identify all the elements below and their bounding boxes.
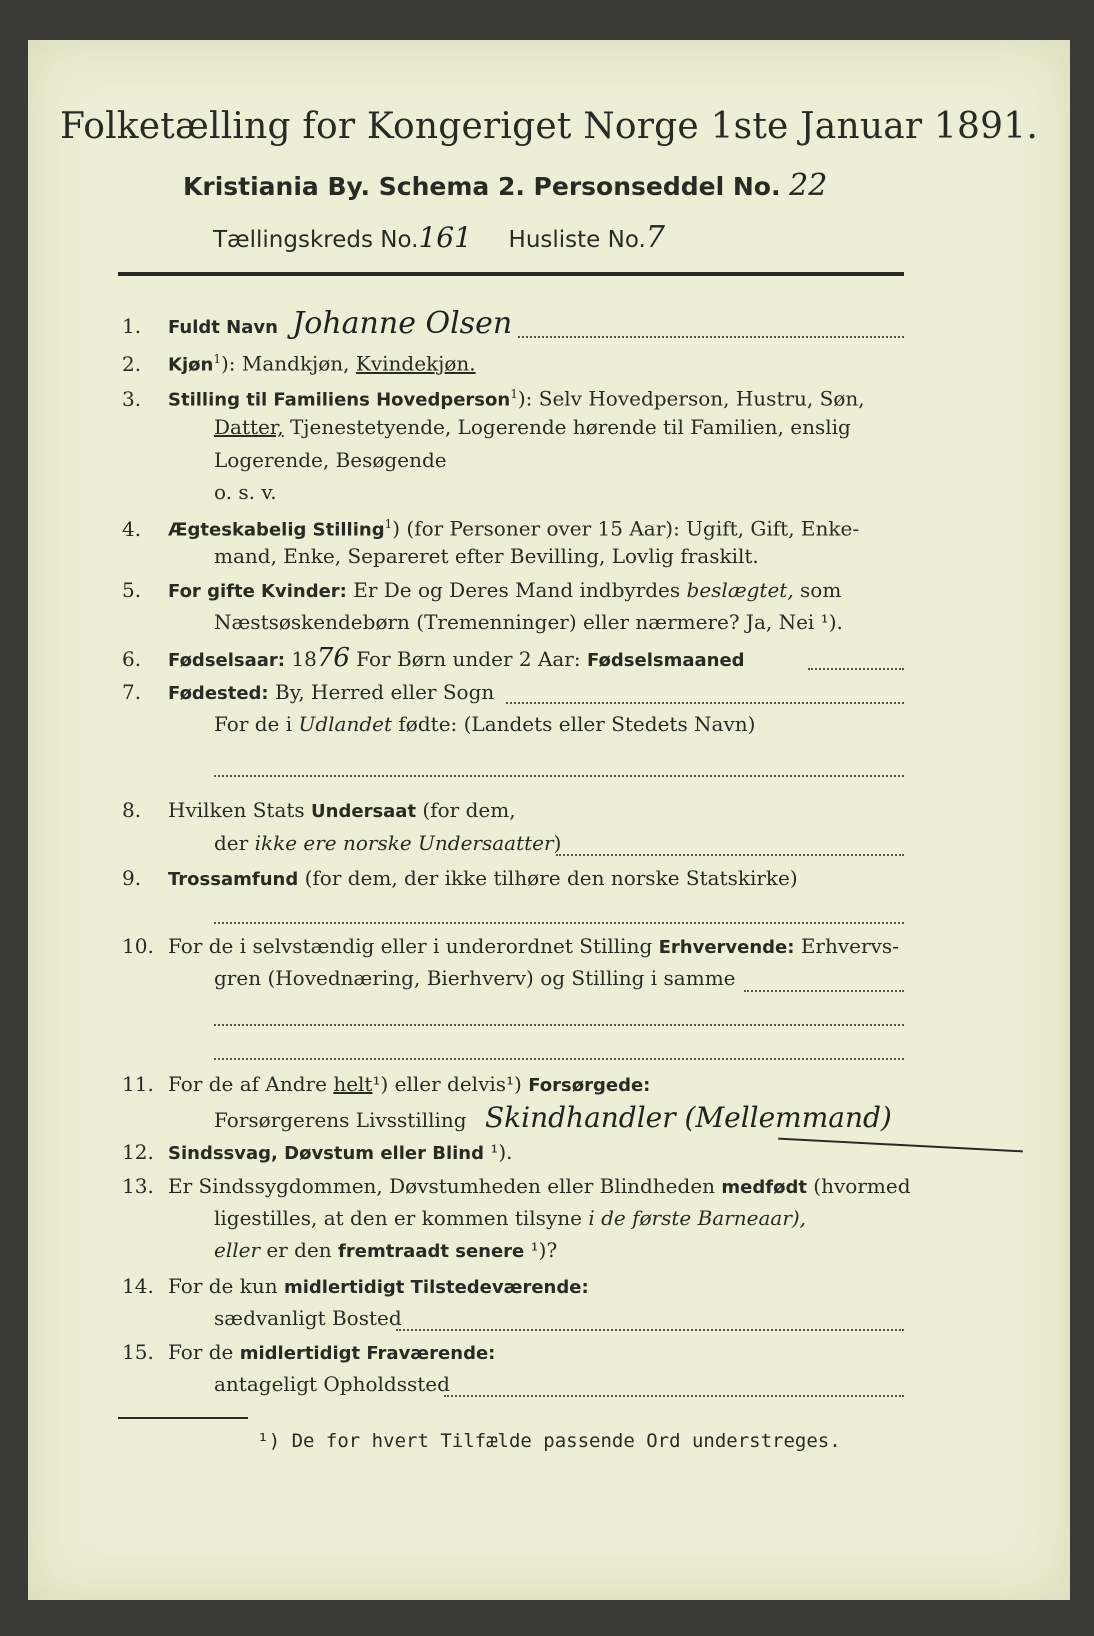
q4-footnote-mark: 1: [384, 517, 393, 531]
q8-line-1a: Hvilken Stats: [168, 798, 312, 822]
q8-line-2b: ): [553, 831, 562, 855]
q6-year-value: 76: [316, 643, 350, 673]
q14-line-1a: For de kun: [168, 1274, 284, 1298]
q8-number: 8.: [122, 798, 142, 822]
q12-text: ¹).: [483, 1140, 513, 1164]
q3-number: 3.: [122, 386, 142, 411]
q7-line-2-italic: Udlandet: [298, 712, 393, 736]
q15-label: midlertidigt Fraværende:: [239, 1343, 496, 1364]
q2-options: ): Mandkjøn,: [220, 351, 356, 376]
q13-label: medfødt: [721, 1177, 807, 1198]
q3-line-3: Logerende, Besøgende: [214, 448, 447, 472]
q14-label: midlertidigt Tilstedeværende:: [283, 1277, 589, 1298]
q13-line-2: [122, 1204, 1004, 1232]
q8-line-2a: der: [214, 831, 255, 855]
footnote-rule: [118, 1417, 248, 1419]
q10-line-1a: For de i selvstændig eller i underordnet Stilling: [168, 934, 659, 958]
q1-fill-line: [518, 336, 904, 338]
q8-label: Undersaat: [311, 801, 417, 822]
question-13: [122, 1172, 912, 1202]
q5-line-1-italic: beslægtet,: [686, 578, 794, 602]
q13-line-2a: ligestilles, at den er kommen tilsyne: [214, 1206, 589, 1230]
kreds-label: Tællingskreds No.: [213, 227, 419, 253]
q10-fill-line-2: [214, 1024, 904, 1026]
question-8: [122, 796, 912, 826]
q13-line-3-italic: eller: [214, 1238, 261, 1262]
footnote: ¹) De for hvert Tilfælde passende Ord understreges.: [257, 1430, 841, 1452]
q15-line-1a: For de: [168, 1340, 240, 1364]
question-10: [122, 932, 912, 962]
form-title: Folketælling for Kongeriget Norge 1ste Januar 1891.: [59, 106, 1039, 147]
q1-label: Fuldt Navn: [168, 317, 278, 338]
q8-line-1b: (for dem,: [416, 798, 516, 822]
q8-fill-line: [556, 854, 904, 856]
q7-line-2: [122, 710, 1004, 738]
question-5: [122, 576, 912, 606]
q6-number: 6.: [122, 647, 142, 671]
question-9: [122, 864, 912, 894]
q3-line-1: ): Selv Hovedperson, Hustru, Søn,: [517, 386, 865, 411]
q11-number: 11.: [122, 1072, 154, 1096]
q13-line-3: [122, 1236, 1004, 1266]
question-11: [122, 1070, 912, 1100]
husliste-no: 7: [645, 220, 665, 255]
form-subtitle: [183, 168, 827, 203]
q5-line-1a: Er De og Deres Mand indbyrdes: [346, 578, 687, 602]
q5-line-1b: som: [793, 578, 842, 602]
q10-number: 10.: [122, 934, 154, 958]
q7-number: 7.: [122, 680, 142, 704]
q11-livsstilling-value: Skindhandler (Mellemmand): [484, 1101, 892, 1134]
schema-label: Kristiania By. Schema 2. Personseddel No.: [183, 172, 781, 201]
q13-line-2-italic: i de første Barneaar),: [588, 1206, 807, 1230]
kreds-no: 161: [418, 221, 472, 254]
q4-number: 4.: [122, 516, 142, 541]
q14-line-2: sædvanligt Bosted: [214, 1306, 402, 1330]
q14-number: 14.: [122, 1274, 154, 1298]
header-rule: [118, 272, 904, 276]
q14-fill-line: [396, 1329, 904, 1331]
q12-label: Sindssvag, Døvstum eller Blind: [168, 1143, 484, 1164]
q7-label: Fødested:: [168, 683, 269, 704]
q6-label-2: Fødselsmaaned: [586, 650, 745, 671]
q11-selected-option: helt: [333, 1072, 373, 1096]
q3-line-2-text: Tjenestetyende, Logerende hørende til Familien, enslig: [283, 415, 851, 439]
husliste-label: Husliste No.: [508, 227, 646, 253]
q7-line-1: By, Herred eller Sogn: [268, 680, 495, 704]
q4-label: Ægteskabelig Stilling: [168, 519, 385, 541]
q15-line-2: antageligt Opholdssted: [214, 1372, 450, 1396]
q5-label: For gifte Kvinder:: [168, 581, 347, 602]
q10-fill-line-3: [214, 1058, 904, 1060]
census-form: [28, 40, 1070, 1600]
q3-label: Stilling til Familiens Hovedperson: [168, 389, 511, 411]
question-4: [122, 510, 912, 545]
q13-line-1b: (hvormed: [806, 1174, 911, 1198]
q7-line-2a: For de i: [214, 712, 299, 736]
q3-footnote-mark: 1: [510, 387, 518, 401]
q6-fill-line: [808, 668, 904, 670]
q4-line-2: mand, Enke, Separeret efter Bevilling, Lovlig fraskilt.: [214, 544, 759, 568]
q2-label: Kjøn: [168, 354, 214, 376]
question-12: [122, 1138, 912, 1168]
q9-fill-line: [214, 922, 904, 924]
personseddel-no: 22: [789, 168, 828, 203]
q10-label: Erhvervende:: [658, 937, 795, 958]
q4-line-1: ) (for Personer over 15 Aar): Ugift, Gift, Enke-: [392, 516, 860, 541]
q2-footnote-mark: 1: [213, 352, 221, 366]
q6-label: Fødselsaar:: [168, 650, 285, 671]
q6-century: 18: [285, 647, 317, 671]
q12-number: 12.: [122, 1140, 154, 1164]
q7-fill-line-2: [214, 775, 904, 777]
question-3: [122, 380, 912, 415]
q9-label: Trossamfund: [168, 869, 299, 890]
q10-fill-line: [744, 990, 904, 992]
q13-label-2: fremtraadt senere: [338, 1241, 525, 1262]
q1-name-value: Johanne Olsen: [292, 306, 513, 341]
q11-line-1b: ¹) eller delvis¹): [372, 1072, 529, 1096]
q9-line-1: (for dem, der ikke tilhøre den norske Statskirke): [298, 866, 798, 890]
q1-number: 1.: [122, 314, 142, 338]
q6-text: For Børn under 2 Aar:: [349, 647, 587, 671]
q3-line-2: [122, 413, 1004, 441]
q8-line-2: [122, 829, 1004, 857]
q2-selected-option: Kvindekjøn.: [355, 351, 476, 376]
q5-number: 5.: [122, 578, 142, 602]
q11-line-2: [122, 1101, 1004, 1134]
q13-line-1a: Er Sindssygdommen, Døvstumheden eller Blindheden: [168, 1174, 722, 1198]
q7-fill-line: [506, 702, 904, 704]
q3-line-4: o. s. v.: [214, 480, 277, 504]
q15-fill-line: [444, 1395, 904, 1397]
q10-line-1b: Erhvervs-: [794, 934, 899, 958]
question-14: [122, 1272, 912, 1302]
q13-number: 13.: [122, 1174, 154, 1198]
q9-number: 9.: [122, 866, 142, 890]
q13-line-3a: er den: [260, 1238, 339, 1262]
question-6: [122, 644, 912, 675]
q13-line-3b: ¹)?: [524, 1238, 558, 1262]
q10-line-2: gren (Hovednæring, Bierhverv) og Stilling i samme: [214, 966, 736, 990]
q11-line-1a: For de af Andre: [168, 1072, 334, 1096]
q7-line-2b: fødte: (Landets eller Stedets Navn): [392, 712, 756, 736]
q11-label: Forsørgede:: [528, 1075, 651, 1096]
q8-line-2-italic: ikke ere norske Undersaatter: [254, 831, 554, 855]
form-subtitle-2: [213, 220, 665, 255]
question-2: [122, 345, 912, 380]
q5-line-2: Næstsøskendebørn (Tremenninger) eller nærmere? Ja, Nei ¹).: [214, 610, 843, 634]
question-15: [122, 1338, 912, 1368]
q15-number: 15.: [122, 1340, 154, 1364]
q11-line-2-text: Forsørgerens Livsstilling: [214, 1108, 467, 1132]
q3-selected-option: Datter,: [214, 415, 284, 439]
q2-number: 2.: [122, 351, 142, 376]
